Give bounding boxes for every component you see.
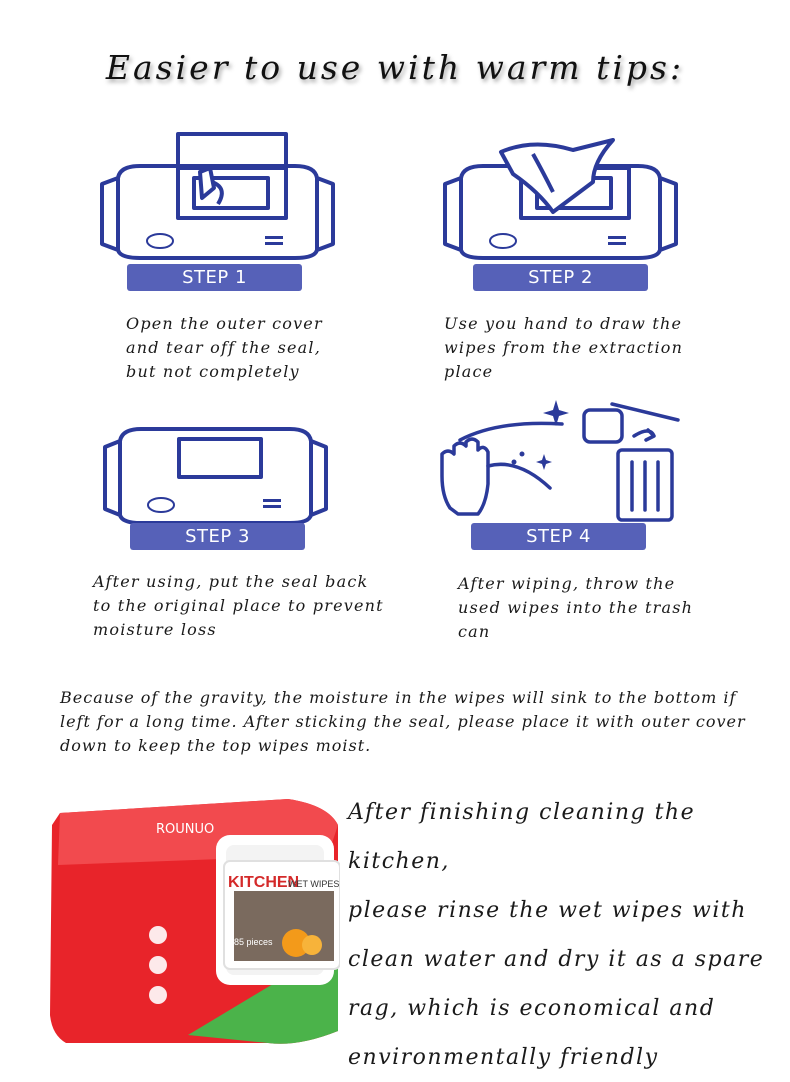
product-brand: ROUNUO [156,822,215,837]
product-name: KITCHEN [228,874,300,891]
step-3-description: After using, put the seal back to the original place to prevent moisture loss [93,572,384,639]
moisture-note: Because of the gravity, the moisture in the wipes will sink to the bottom if left for a long time. After sticking the seal, please place it with outer cover down to keep the top wipes moist. [60,688,746,755]
page-title: Easier to use with warm tips: [105,48,685,87]
step-4-description: After wiping, throw the used wipes into the trash can [458,574,694,641]
product-name-suffix: WET WIPES [288,879,340,889]
step-1-badge: STEP 1 [127,264,302,291]
step-2-description: Use you hand to draw the wipes from the extraction place [444,314,684,381]
step-2-badge: STEP 2 [473,264,648,291]
step-3-badge: STEP 3 [130,523,305,550]
kitchen-wet-wipes-product-image [48,795,340,1048]
product-pieces: 85 pieces [234,937,273,947]
throw-wipe-into-trash-icon [438,396,683,524]
step-1-description: Open the outer cover and tear off the seal, but not completely [126,314,323,381]
wipes-pack-sealed-icon [103,425,328,525]
wipes-pack-open-seal-icon [100,132,335,262]
hand-drawing-wipe-icon [443,132,678,262]
step-4-badge: STEP 4 [471,523,646,550]
reuse-tip: After finishing cleaning the kitchen, please rinse the wet wipes with clean water and dry it as a spare rag, which is economical and environmentally friendly [348,800,765,1070]
